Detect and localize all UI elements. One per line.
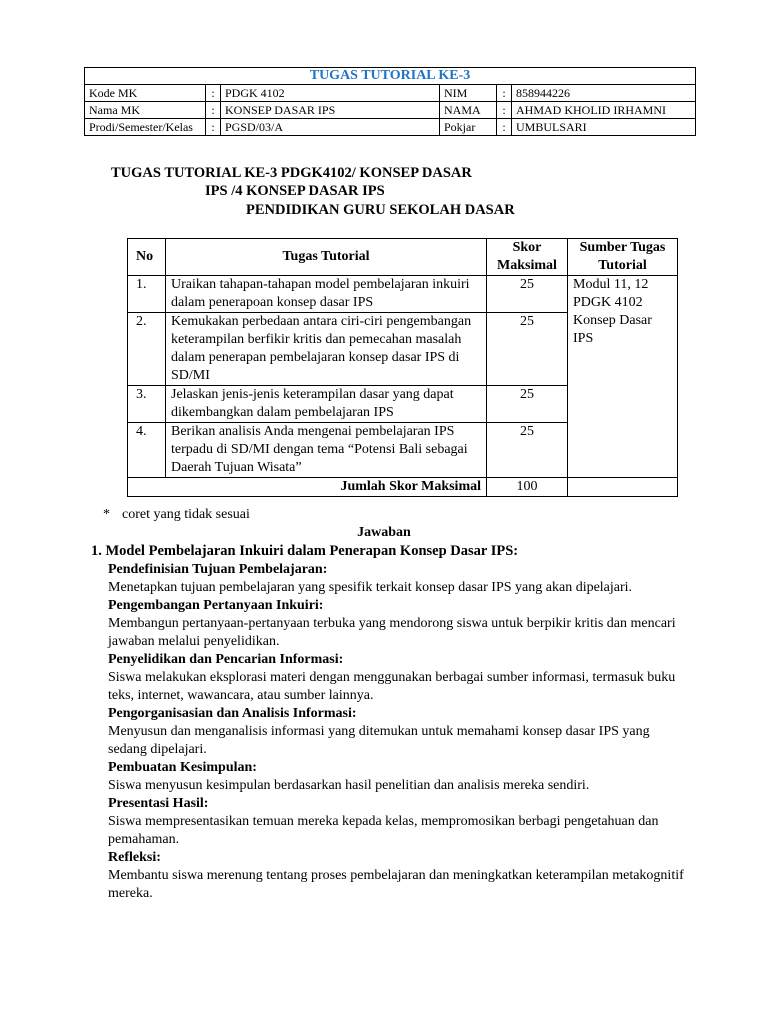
info-value: PGSD/03/A	[221, 119, 440, 136]
info-value: 858944226	[512, 85, 696, 102]
note-asterisk: *	[103, 507, 110, 522]
header-task: Tugas Tutorial	[166, 239, 487, 276]
info-label: Pokjar	[440, 119, 497, 136]
step-description: Siswa melakukan eksplorasi materi dengan menggunakan berbagai sumber informasi, termasuk buku teks, internet, wawancara, atau sumber lainnya.	[108, 670, 676, 703]
assignment-title: TUGAS TUTORIAL KE-3	[85, 68, 696, 85]
document-heading-line-1: TUGAS TUTORIAL KE-3 PDGK4102/ KONSEP DASAR	[111, 165, 472, 181]
total-row	[128, 478, 678, 497]
section-title: 1. Model Pembelajaran Inkuiri dalam Penerapan Konsep Dasar IPS:	[91, 543, 519, 559]
course-info-table	[84, 67, 696, 136]
answer-steps	[108, 561, 688, 903]
task-score: 25	[487, 276, 568, 313]
info-value: AHMAD KHOLID IRHAMNI	[512, 102, 696, 119]
info-separator: :	[497, 85, 512, 102]
info-label: Kode MK	[85, 85, 206, 102]
task-number: 3.	[128, 386, 166, 423]
task-number: 1.	[128, 276, 166, 313]
header-source	[568, 239, 678, 276]
step-title: Pembuatan Kesimpulan:	[108, 760, 257, 775]
answer-title: Jawaban	[357, 525, 411, 540]
header-score-line-2: Maksimal	[497, 258, 557, 273]
header-no: No	[128, 239, 166, 276]
note-text: coret yang tidak sesuai	[122, 507, 250, 522]
task-text: Kemukakan perbedaan antara ciri-ciri pengembangan keterampilan berfikir kritis dan pemecahan masalah dalam penerapan pembelajaran konsep dasar IPS di SD/MI	[166, 313, 487, 386]
tasks-table	[127, 238, 678, 497]
task-text: Jelaskan jenis-jenis keterampilan dasar yang dapat dikembangkan dalam pembelajaran IPS	[166, 386, 487, 423]
step-description: Siswa mempresentasikan temuan mereka kepada kelas, mempromosikan berbagi pengetahuan dan pemahaman.	[108, 814, 659, 847]
task-text: Berikan analisis Anda mengenai pembelajaran IPS terpadu di SD/MI dengan tema “Potensi Bali sebagai Daerah Tujuan Wisata”	[166, 423, 487, 478]
step-title: Penyelidikan dan Pencarian Informasi:	[108, 652, 344, 667]
tasks-header-row	[128, 239, 678, 276]
header-source-line-2: Tutorial	[598, 258, 647, 273]
info-label: Nama MK	[85, 102, 206, 119]
total-empty-cell	[568, 478, 678, 497]
step-title: Pengorganisasian dan Analisis Informasi:	[108, 706, 357, 721]
step-title: Pengembangan Pertanyaan Inkuiri:	[108, 598, 324, 613]
document-heading-line-2: IPS /4 KONSEP DASAR IPS	[205, 183, 385, 199]
list-item	[108, 849, 688, 903]
task-score: 25	[487, 423, 568, 478]
list-item	[108, 561, 688, 597]
list-item	[108, 597, 688, 651]
info-separator: :	[497, 119, 512, 136]
step-title: Presentasi Hasil:	[108, 796, 209, 811]
step-title: Pendefinisian Tujuan Pembelajaran:	[108, 562, 328, 577]
header-score-line-1: Skor	[512, 240, 542, 255]
info-label: NAMA	[440, 102, 497, 119]
step-description: Menyusun dan menganalisis informasi yang ditemukan untuk memahami konsep dasar IPS yang sedang dipelajari.	[108, 724, 650, 757]
task-source: Modul 11, 12 PDGK 4102 Konsep Dasar IPS	[568, 276, 678, 478]
total-label: Jumlah Skor Maksimal	[128, 478, 487, 497]
step-title: Refleksi:	[108, 850, 161, 865]
info-value: UMBULSARI	[512, 119, 696, 136]
step-description: Menetapkan tujuan pembelajaran yang spesifik terkait konsep dasar IPS yang akan dipelajari.	[108, 580, 633, 595]
info-label: Prodi/Semester/Kelas	[85, 119, 206, 136]
header-score	[487, 239, 568, 276]
info-separator: :	[497, 102, 512, 119]
task-score: 25	[487, 313, 568, 386]
task-text: Uraikan tahapan-tahapan model pembelajaran inkuiri dalam penerapoan konsep dasar IPS	[166, 276, 487, 313]
step-description: Membantu siswa merenung tentang proses pembelajaran dan meningkatkan keterampilan metakognitif mereka.	[108, 868, 684, 901]
list-item	[108, 759, 688, 795]
info-value: PDGK 4102	[221, 85, 440, 102]
info-separator: :	[206, 119, 221, 136]
step-description: Siswa menyusun kesimpulan berdasarkan hasil penelitian dan analisis mereka sendiri.	[108, 778, 590, 793]
info-label: NIM	[440, 85, 497, 102]
header-source-line-1: Sumber Tugas	[579, 240, 666, 255]
list-item	[108, 651, 688, 705]
list-item	[108, 705, 688, 759]
list-item	[108, 795, 688, 849]
info-row	[85, 102, 696, 119]
table-row	[128, 276, 678, 313]
info-separator: :	[206, 102, 221, 119]
document-heading-line-3: PENDIDIKAN GURU SEKOLAH DASAR	[246, 202, 515, 218]
note	[103, 507, 250, 523]
total-value: 100	[487, 478, 568, 497]
task-score: 25	[487, 386, 568, 423]
info-separator: :	[206, 85, 221, 102]
step-description: Membangun pertanyaan-pertanyaan terbuka yang mendorong siswa untuk berpikir kritis dan mencari jawaban melalui penyelidikan.	[108, 616, 676, 649]
task-number: 2.	[128, 313, 166, 386]
task-number: 4.	[128, 423, 166, 478]
info-value: KONSEP DASAR IPS	[221, 102, 440, 119]
info-row	[85, 85, 696, 102]
info-row	[85, 119, 696, 136]
